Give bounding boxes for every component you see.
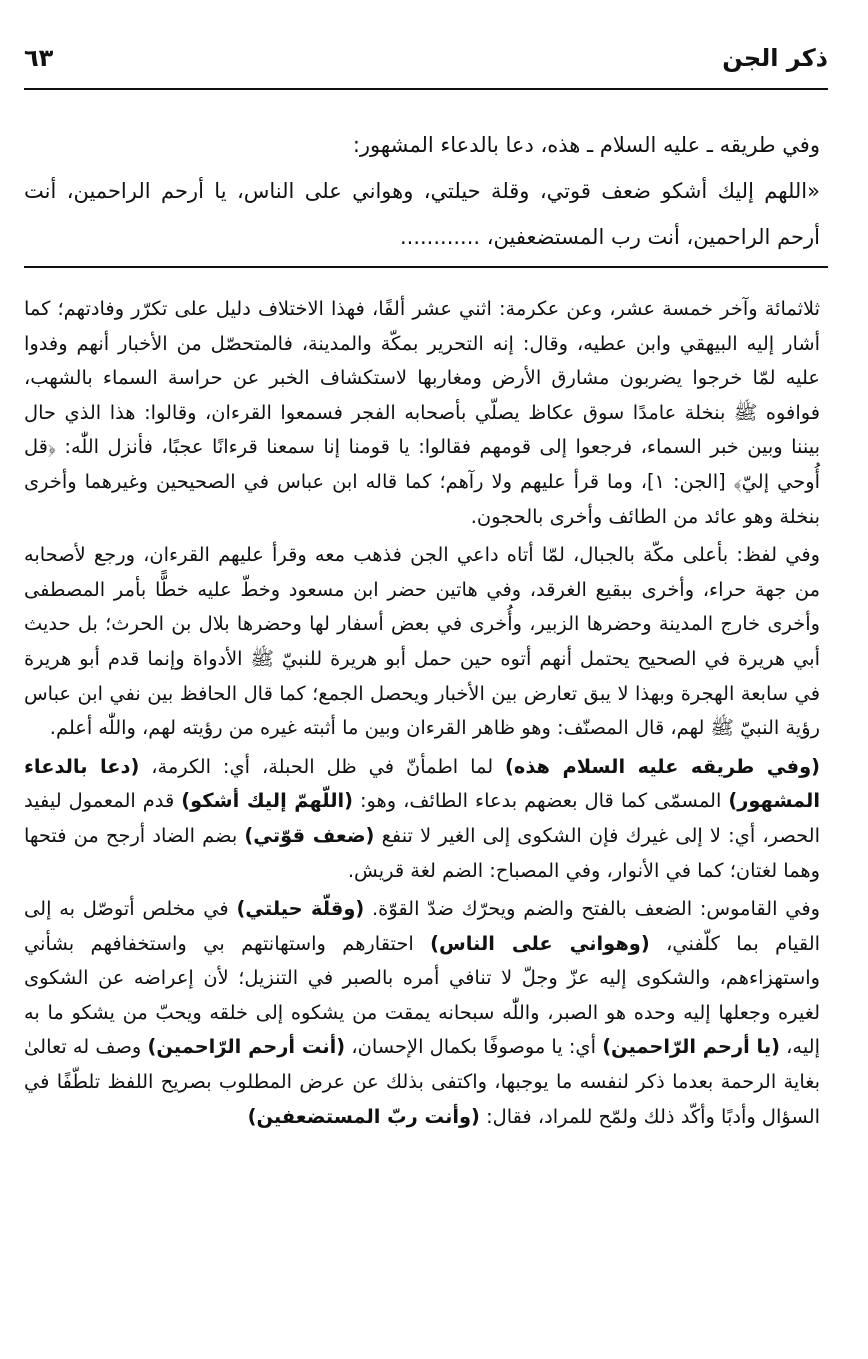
- main-text: [24, 122, 820, 260]
- dua-text: «اللهم إليك أشكو ضعف قوتي، وقلة حيلتي، وهواني على الناس، يا أرحم الراحمين، أنت أرحم الراحمين، أنت رب المستضعفين،: [24, 179, 820, 249]
- running-title: ذكر الجن: [722, 44, 828, 72]
- gloss: في مخلص أتوصّل به إلى القيام بما كلّفني،: [24, 897, 820, 955]
- lemma: (وهواني على الناس): [430, 931, 650, 955]
- page-header: [24, 44, 828, 80]
- gloss: المسمّى كما قال بعضهم بدعاء الطائف، وهو:: [353, 789, 729, 813]
- lemma: (وفي طريقه عليه السلام هذه): [505, 754, 820, 778]
- lemma: (وأنت ربّ المستضعفين): [247, 1104, 480, 1128]
- commentary-text: [24, 292, 820, 1134]
- lemma: (يا أرحم الرّاحمين): [602, 1035, 780, 1059]
- gloss: وفي القاموس: الضعف بالفتح والضم ويحرّك ضدّ القوّة.: [364, 897, 820, 921]
- lemma: (ضعف قوّتي): [244, 823, 375, 847]
- commentary-paragraph: وفي لفظ: بأعلى مكّة بالجبال، لمّا أتاه داعي الجن فذهب معه وقرأ عليهم القرءان، ورجع لأصحابه من جهة حراء، وأخرى ببقيع الغرقد، وفي هاتين حضر ابن مسعود وخطّ عليه خطًّا بأمر المصطفى وأخرى خارج المدينة وحضرها الزبير، وأُخرى في بعض أسفار لها وحضرها بلال بن الحرث؛ بل حديث أبي هريرة في الصحيح يحتمل أنهم أتوه حين حمل أبو هريرة للنبيّ ﷺ الأدواة وإنما قدم أبو هريرة في سابعة الهجرة وبهذا لا يبق تعارض بين الأخبار ويحصل الجمع؛ كما قال الحافظ بين نفي ابن عباس رؤية النبيّ ﷺ لهم، قال المصنّف: وهو ظاهر القرءان وبين ما أثبته غيره من رؤيته لهم، واللّٰه أعلم.: [24, 543, 820, 740]
- gloss: احتقارهم واستهانتهم بي واستخفافهم بشأني واستهزاءهم، والشكوى إليه عزّ وجلّ لا تنافي أمره بالصبر في التنزيل؛ لأن إعراضه عن الشكوى لغيره وجعلها إليه وحده هو الصبر، واللّٰه سبحانه يمقت من يشكوه إلى خلقه ويحبّ من يشكو ما به إليه،: [24, 931, 820, 1059]
- main-text-dua: [24, 168, 820, 260]
- gloss: لما اطمأنّ في ظل الحبلة، أي: الكرمة،: [139, 754, 506, 778]
- main-text-intro: وفي طريقه ـ عليه السلام ـ هذه، دعا بالدعاء المشهور:: [352, 133, 820, 157]
- gloss: وصف له تعالىٰ بغاية الرحمة بعدما ذكر لنفسه ما يوجبها، واكتفى بذلك عن عرض المطلوب بصريح اللفظ تلطّفًا في السؤال وأدبًا وأكّد ذلك ولمّح للمراد، فقال:: [24, 1035, 820, 1128]
- lemma: (اللّهمّ إليك أشكو): [181, 789, 354, 813]
- lemma: (أنت أرحم الرّاحمين): [147, 1035, 346, 1059]
- gloss: قدم المعمول ليفيد الحصر، أي: لا إلى غيرك فإن الشكوى إلى الغير لا تنفع: [24, 789, 820, 847]
- lemma: (وقلّة حيلتي): [236, 897, 365, 921]
- ellipsis-dots: ............: [399, 225, 481, 249]
- page-number: ٦٣: [24, 44, 54, 72]
- lemma: (دعا بالدعاء المشهور): [24, 754, 820, 813]
- commentary-paragraph: [24, 892, 820, 1134]
- gloss: بضم الضاد أرجح من فتحها وهما لغتان؛ كما في الأنوار، وفي المصباح: الضم لغة قريش.: [24, 823, 820, 882]
- gloss: أي: يا موصوفًا بكمال الإحسان،: [345, 1035, 603, 1059]
- separator-rule: [24, 266, 828, 268]
- commentary-paragraph: [24, 750, 820, 888]
- header-rule: [24, 88, 828, 90]
- commentary-paragraph: ثلاثمائة وآخر خمسة عشر، وعن عكرمة: اثني عشر ألفًا، فهذا الاختلاف دليل على تكرّر وفادتهم؛ كما أشار إليه البيهقي وابن عطيه، وقال: إنه التحرير بمكّة والمدينة، فالمتحصّل من الأخبار أنهم وفدوا عليه لمّا خرجوا يضربون مشارق الأرض ومغاربها لاستكشاف الخبر عن حراسة السماء بالشهب، فوافوه ﷺ بنخلة عامدًا سوق عكاظ يصلّي بأصحابه الفجر فسمعوا القرءان، وقالوا: هذا الذي حال بيننا وبين خبر السماء، فرجعوا إلى قومهم فقالوا: يا قومنا إنا سمعنا قرءانًا عجبًا، فأنزل اللّٰه: ﴿قل أُوحي إليّ﴾ [الجن: ١]، وما قرأ عليهم ولا رآهم؛ كما قاله ابن عباس في الصحيحين وغيرهما وأخرى بنخلة وهو عائد من الطائف وأخرى بالحجون.: [24, 297, 820, 528]
